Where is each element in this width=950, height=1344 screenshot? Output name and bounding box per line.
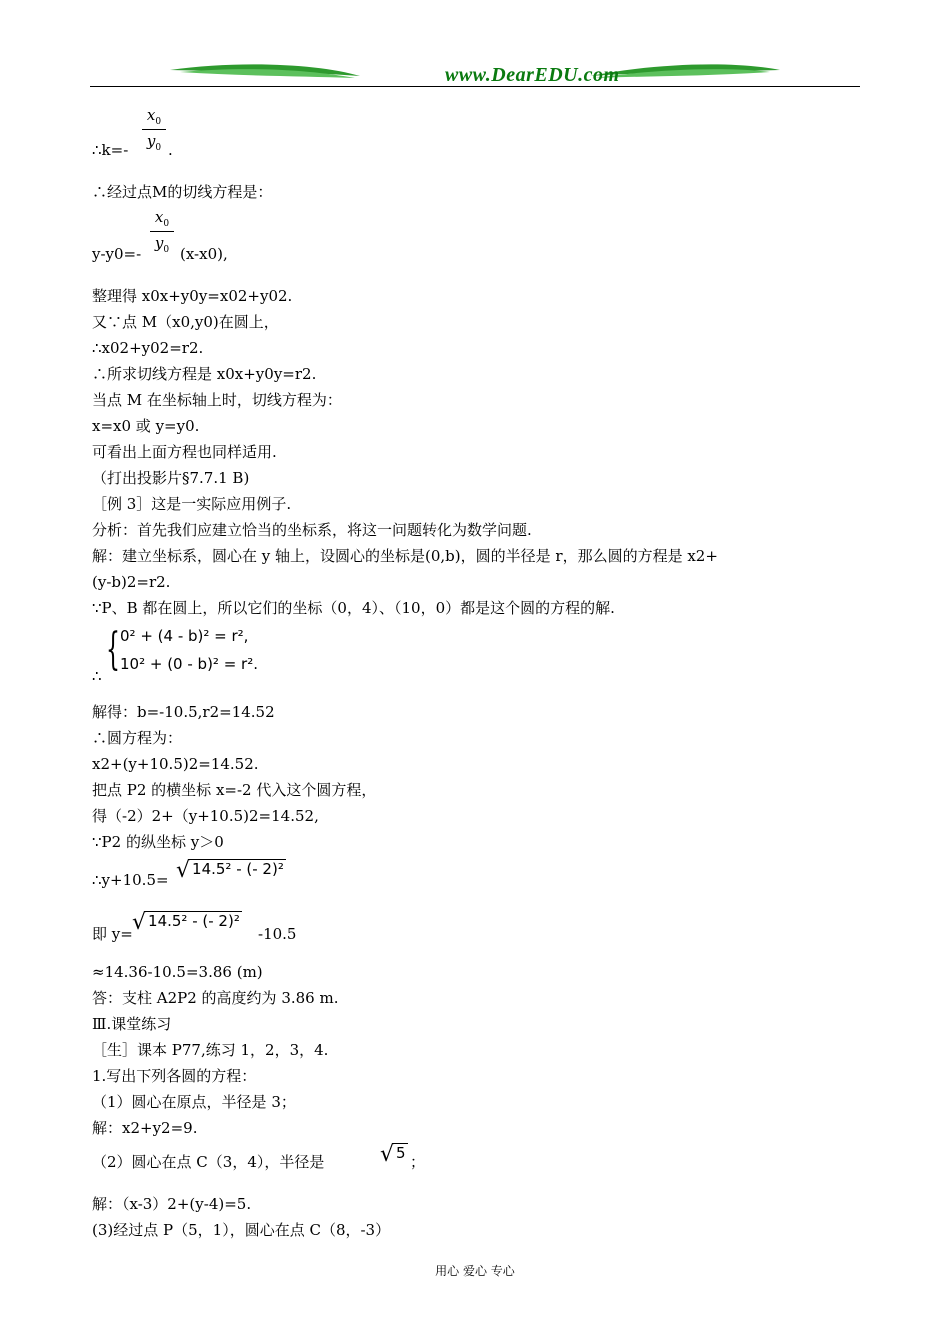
text-line: (3)经过点 P（5，1），圆心在点 C（8，-3） <box>92 1221 391 1239</box>
radical-icon: √ <box>380 1142 395 1167</box>
frac-num: $x_0$ <box>146 106 162 127</box>
equation-1: 0² + (4 - b)² = r², <box>120 627 249 645</box>
text-line: 1.写出下列各圆的方程： <box>92 1067 257 1085</box>
fraction-x0-y0: $x_0$ $y_0$ <box>150 208 174 255</box>
text-line: 当点 M 在坐标轴上时，切线方程为： <box>92 391 342 409</box>
text-line: （打出投影片§7.7.1 B) <box>92 469 250 487</box>
text-line: ∴k=- <box>92 141 129 159</box>
text-line: Ⅲ.课堂练习 <box>92 1015 172 1033</box>
header-rule <box>90 86 860 87</box>
text-line: 可看出上面方程也同样适用. <box>92 443 277 461</box>
text-line: ； <box>410 1153 426 1171</box>
text-line: 分析：首先我们应建立恰当的坐标系，将这一问题转化为数学问题. <box>92 521 532 539</box>
text-line: 即 y= <box>92 925 133 943</box>
radical-icon: √ <box>176 858 191 883</box>
fraction-x0-y0 <box>142 106 166 153</box>
text-line: ∴x02+y02=r2. <box>92 339 204 357</box>
text-line: ∴y+10.5= <box>92 871 169 889</box>
text-line: ∴圆方程为： <box>92 729 183 747</box>
text-line: ［生］课本 P77,练习 1，2，3，4. <box>92 1041 329 1059</box>
text-line: -10.5 <box>258 925 297 943</box>
text-line: 解：（x-3）2+(y-4)=5. <box>92 1195 252 1213</box>
period: . <box>168 141 173 159</box>
text-line: 解：x2+y2=9. <box>92 1119 198 1137</box>
text-line: ［例 3］这是一实际应用例子. <box>92 495 292 513</box>
text-line: ∵P2 的纵坐标 y＞0 <box>92 833 224 851</box>
text-line: ∴所求切线方程是 x0x+y0y=r2. <box>92 365 317 383</box>
frac-den: $y_0$ <box>146 132 162 153</box>
text-line: 得（-2）2+（y+10.5)2=14.52, <box>92 807 319 825</box>
text-line: 整理得 x0x+y0y=x02+y02. <box>92 287 293 305</box>
left-brace-icon: { <box>106 624 120 675</box>
text-line: x2+(y+10.5)2=14.52. <box>92 755 259 773</box>
equation-system <box>106 622 326 682</box>
page-footer: 用心 爱心 专心 <box>435 1264 515 1278</box>
text-line: ∴ <box>92 667 102 685</box>
radical-icon: √ <box>132 910 147 935</box>
text-line: （2）圆心在点 C（3，4），半径是 <box>92 1153 325 1171</box>
page-header <box>90 58 860 90</box>
text-line: （1）圆心在原点，半径是 3； <box>92 1093 296 1111</box>
text-line: ∵P、B 都在圆上，所以它们的坐标（0，4）、（10，0）都是这个圆的方程的解. <box>92 599 615 617</box>
text-line: ≈14.36-10.5=3.86 (m) <box>92 963 263 981</box>
text-line: (y-b)2=r2. <box>92 573 171 591</box>
equation-2: 10² + (0 - b)² = r². <box>120 655 258 673</box>
text-line: (x-x0), <box>180 245 228 263</box>
sqrt-expression: √ 14.5² - (- 2)² <box>176 858 284 883</box>
text-line: ∴经过点M的切线方程是： <box>92 183 273 201</box>
site-logo-text[interactable]: www.DearEDU.com <box>445 64 620 86</box>
sqrt-5: √ 5 <box>380 1142 406 1167</box>
text-line: x=x0 或 y=y0. <box>92 417 200 435</box>
text-line: 又∵点 M（x0,y0)在圆上， <box>92 313 279 331</box>
text-line: 把点 P2 的横坐标 x=-2 代入这个圆方程， <box>92 781 377 799</box>
sqrt-expression: √ 14.5² - (- 2)² <box>132 910 240 935</box>
text-line: 解：建立坐标系，圆心在 y 轴上，设圆心的坐标是(0,b)，圆的半径是 r，那么圆的方程是 x2+ <box>92 547 718 565</box>
text-line: 解得：b=-10.5,r2=14.52 <box>92 703 275 721</box>
text-line: y-y0=- <box>92 245 142 263</box>
text-line: 答：支柱 A2P2 的高度约为 3.86 m. <box>92 989 339 1007</box>
